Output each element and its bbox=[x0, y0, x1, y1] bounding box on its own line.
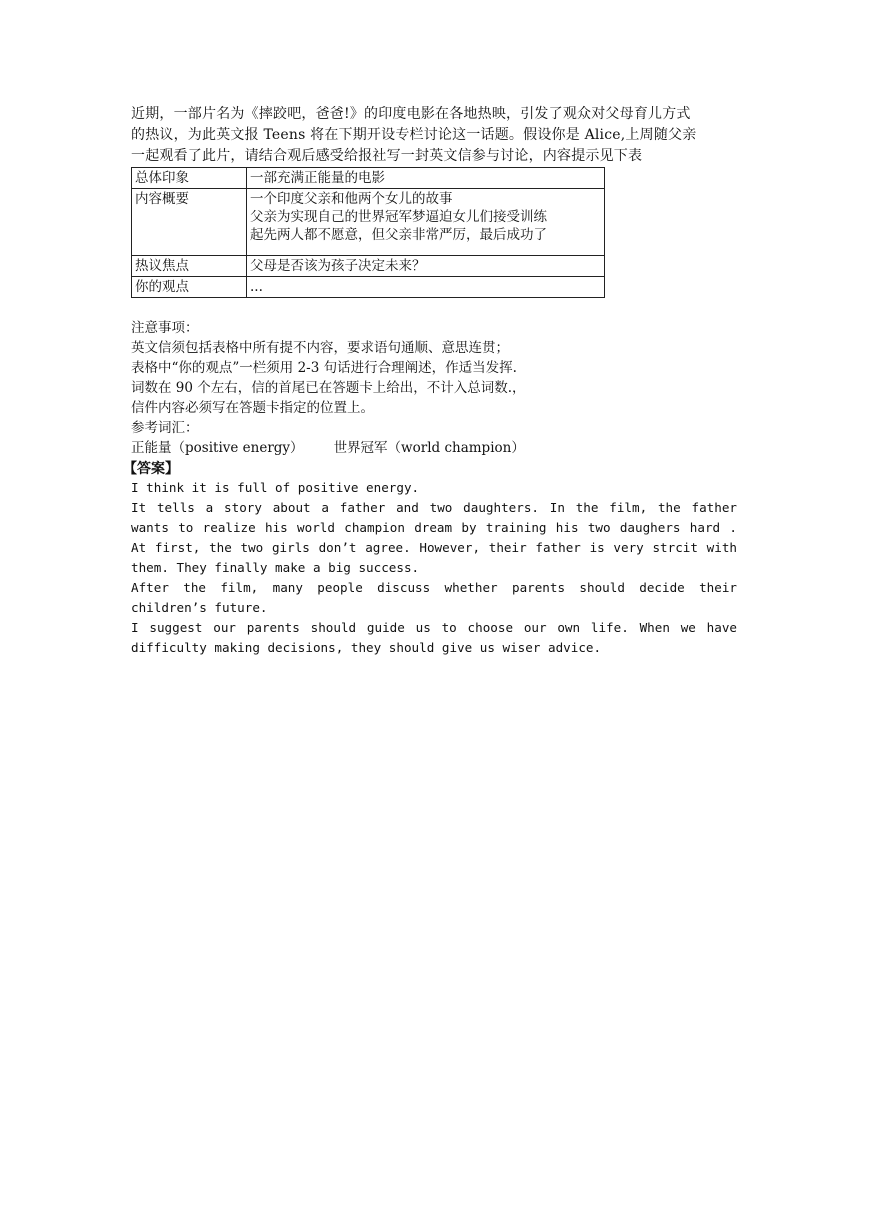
content-prompt-table bbox=[131, 167, 605, 298]
notes-heading: 注意事项： bbox=[131, 320, 199, 336]
answer-paragraph: I think it is full of positive energy. bbox=[131, 480, 420, 495]
vocab-item: 世界冠军（world champion） bbox=[333, 440, 525, 456]
cell-line: 一个印度父亲和他两个女儿的故事 bbox=[250, 191, 453, 207]
table-row bbox=[132, 168, 605, 189]
notes-section bbox=[131, 318, 741, 458]
table-cell-content bbox=[247, 189, 605, 256]
table-cell-content bbox=[247, 256, 605, 277]
vocab-heading: 参考词汇： bbox=[131, 420, 199, 436]
task-intro bbox=[131, 104, 741, 167]
cell-line: 起先两人都不愿意，但父亲非常严厉，最后成功了 bbox=[250, 227, 547, 243]
vocab-item: 正能量（positive energy） bbox=[131, 440, 304, 456]
answer-paragraph: It tells a story about a father and two daughters. In the film, the father wants to realize his world champion dream by training his two daughers hard . At first, the two girls don’t agree. However, their father is very strcit with them. They finally make a big success. bbox=[131, 500, 737, 575]
cell-line: 父母是否该为孩子决定未来？ bbox=[250, 258, 426, 274]
vocab-list bbox=[131, 438, 741, 458]
intro-line: 一起观看了此片，请结合观后感受给报社写一封英文信参与讨论，内容提示见下表 bbox=[131, 148, 643, 164]
notes-item: 词数在 90 个左右，信的首尾已在答题卡上给出，不计入总词数.， bbox=[131, 380, 526, 396]
table-cell-content bbox=[247, 168, 605, 189]
answer-paragraph: I suggest our parents should guide us to choose our own life. When we have difficulty making decisions, they should give us wiser advice. bbox=[131, 620, 737, 655]
notes-item: 英文信须包括表格中所有提不内容，要求语句通顺、意思连贯； bbox=[131, 340, 509, 356]
answer-heading: 【答案】 bbox=[123, 461, 179, 477]
answer-body bbox=[131, 478, 737, 658]
document-page bbox=[123, 104, 741, 658]
table-row bbox=[132, 189, 605, 256]
cell-line: ... bbox=[250, 279, 263, 295]
table-cell-label: 内容概要 bbox=[132, 189, 247, 256]
notes-item: 表格中“你的观点”一栏须用 2-3 句话进行合理阐述，作适当发挥. bbox=[131, 360, 517, 376]
table-cell-label: 你的观点 bbox=[132, 277, 247, 298]
table-cell-label: 总体印象 bbox=[132, 168, 247, 189]
notes-item: 信件内容必须写在答题卡指定的位置上。 bbox=[131, 400, 374, 416]
intro-line: 近期，一部片名为《摔跤吧，爸爸!》的印度电影在各地热映，引发了观众对父母育儿方式 bbox=[131, 106, 691, 122]
table-cell-label: 热议焦点 bbox=[132, 256, 247, 277]
table-cell-content bbox=[247, 277, 605, 298]
cell-line: 一部充满正能量的电影 bbox=[250, 170, 385, 186]
table-row bbox=[132, 256, 605, 277]
answer-paragraph: After the film, many people discuss whether parents should decide their children’s future. bbox=[131, 580, 737, 615]
cell-line: 父亲为实现自己的世界冠军梦逼迫女儿们接受训练 bbox=[250, 209, 547, 225]
table-row bbox=[132, 277, 605, 298]
intro-line: 的热议，为此英文报 Teens 将在下期开设专栏讨论这一话题。假设你是 Alice,上周随父亲 bbox=[131, 127, 697, 143]
